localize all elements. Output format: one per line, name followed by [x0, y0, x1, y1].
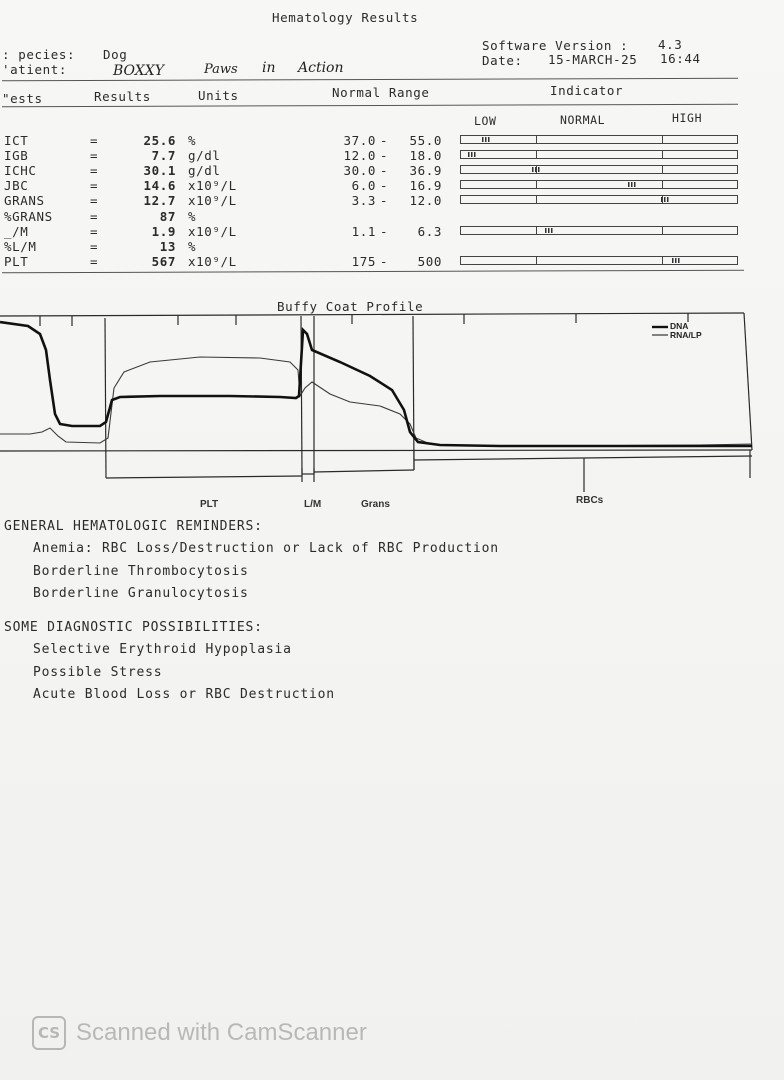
indicator-high-label: HIGH	[672, 111, 703, 125]
col-indicator: Indicator	[550, 83, 624, 98]
range-low: 6.0	[351, 178, 376, 193]
indicator-divider	[662, 256, 663, 265]
table-row	[4, 193, 744, 207]
indicator-marker	[482, 137, 491, 142]
result-value: 87	[159, 209, 176, 224]
range-high: 12.0	[409, 193, 442, 208]
result-value: 12.7	[143, 193, 176, 208]
diagnostic-item-3: Acute Blood Loss or RBC Destruction	[33, 687, 335, 702]
test-name: ICT	[4, 133, 29, 148]
range-low: 37.0	[343, 133, 376, 148]
indicator-divider	[536, 180, 537, 189]
patient-name-part-1: BOXXY	[113, 63, 164, 79]
reminder-item-2: Borderline Thrombocytosis	[33, 564, 249, 579]
table-row	[4, 178, 744, 192]
range-high: 500	[417, 254, 442, 269]
test-name: %L/M	[4, 239, 37, 254]
indicator-bar	[460, 165, 738, 174]
range-low: 3.3	[351, 193, 376, 208]
dna-curve	[0, 322, 752, 446]
col-tests: "ests	[2, 91, 43, 106]
equals-sign: =	[90, 133, 99, 148]
buffy-coat-plot	[0, 310, 760, 510]
equals-sign: =	[90, 239, 99, 254]
unit-value: x10⁹/L	[188, 224, 237, 239]
legend-swatches	[652, 327, 668, 335]
test-name: GRANS	[4, 193, 45, 208]
indicator-normal-label: NORMAL	[560, 113, 606, 127]
equals-sign: =	[90, 163, 99, 178]
result-value: 7.7	[151, 148, 176, 163]
indicator-divider	[536, 195, 537, 204]
indicator-bar	[460, 150, 738, 159]
indicator-divider	[662, 165, 663, 174]
table-row	[4, 224, 744, 238]
software-version-value: 4.3	[658, 37, 683, 52]
range-high: 55.0	[409, 133, 442, 148]
table-row	[4, 148, 744, 162]
legend-dna: DNA	[670, 321, 689, 331]
table-row	[4, 133, 744, 147]
plot-frame	[0, 313, 752, 451]
indicator-bar	[460, 135, 738, 144]
range-dash: -	[380, 193, 389, 208]
range-low: 1.1	[351, 224, 376, 239]
range-low: 30.0	[343, 163, 376, 178]
unit-value: g/dl	[188, 148, 221, 163]
diagnostic-item-1: Selective Erythroid Hypoplasia	[33, 642, 292, 657]
equals-sign: =	[90, 178, 99, 193]
col-normal-range: Normal Range	[332, 85, 430, 100]
col-units: Units	[198, 88, 239, 103]
test-name: %GRANS	[4, 209, 53, 224]
indicator-divider	[662, 150, 663, 159]
patient-label: 'atient:	[2, 62, 68, 77]
equals-sign: =	[90, 209, 99, 224]
reminder-item-3: Borderline Granulocytosis	[33, 586, 249, 601]
range-high: 18.0	[409, 148, 442, 163]
table-row	[4, 254, 744, 268]
indicator-marker	[628, 182, 637, 187]
indicator-marker	[532, 167, 541, 172]
unit-value: %	[188, 133, 197, 148]
result-value: 25.6	[143, 133, 176, 148]
range-dash: -	[380, 163, 389, 178]
indicator-low-label: LOW	[474, 114, 497, 128]
range-dash: -	[380, 224, 389, 239]
column-header-rule	[2, 104, 738, 108]
result-value: 567	[151, 254, 176, 269]
range-low: 12.0	[343, 148, 376, 163]
time-value: 16:44	[660, 51, 701, 66]
unit-value: g/dl	[188, 163, 221, 178]
table-row	[4, 209, 744, 223]
range-dash: -	[380, 133, 389, 148]
unit-value: x10⁹/L	[188, 178, 237, 193]
indicator-divider	[536, 150, 537, 159]
zone-label-rbcs: RBCs	[576, 495, 604, 506]
legend-rna-lp: RNA/LP	[670, 330, 702, 340]
species-label: : pecies:	[2, 47, 76, 62]
unit-value: x10⁹/L	[188, 193, 237, 208]
indicator-divider	[536, 226, 537, 235]
camscanner-logo-icon: CS	[32, 1016, 66, 1050]
reminder-item-1: Anemia: RBC Loss/Destruction or Lack of RBC Production	[33, 541, 499, 556]
indicator-marker	[672, 258, 681, 263]
range-high: 16.9	[409, 178, 442, 193]
col-results: Results	[94, 89, 151, 104]
result-value: 14.6	[143, 178, 176, 193]
patient-name-part-3: in	[262, 60, 276, 76]
equals-sign: =	[90, 224, 99, 239]
table-row	[4, 239, 744, 253]
indicator-divider	[662, 180, 663, 189]
range-dash: -	[380, 148, 389, 163]
indicator-divider	[662, 135, 663, 144]
indicator-marker	[545, 228, 554, 233]
range-high: 6.3	[417, 224, 442, 239]
range-high: 36.9	[409, 163, 442, 178]
diagnostics-heading: SOME DIAGNOSTIC POSSIBILITIES:	[4, 620, 263, 635]
test-name: JBC	[4, 178, 29, 193]
result-value: 13	[159, 239, 176, 254]
species-value: Dog	[103, 47, 128, 62]
indicator-bar	[460, 226, 738, 235]
diagnostic-item-2: Possible Stress	[33, 665, 163, 680]
table-bottom-rule	[2, 270, 744, 274]
indicator-bar	[460, 256, 738, 265]
indicator-bar	[460, 195, 738, 204]
range-dash: -	[380, 254, 389, 269]
test-name: ICHC	[4, 163, 37, 178]
unit-value: %	[188, 209, 197, 224]
result-value: 30.1	[143, 163, 176, 178]
range-low: 175	[351, 254, 376, 269]
unit-value: x10⁹/L	[188, 254, 237, 269]
buffy-coat-title: Buffy Coat Profile	[277, 299, 424, 314]
zone-label-lm: L/M	[304, 499, 322, 510]
date-label: Date:	[482, 53, 523, 68]
result-value: 1.9	[151, 224, 176, 239]
indicator-marker	[661, 197, 670, 202]
equals-sign: =	[90, 254, 99, 269]
patient-name-part-2: Paws	[204, 62, 238, 77]
indicator-marker	[468, 152, 477, 157]
range-dash: -	[380, 178, 389, 193]
indicator-bar	[460, 180, 738, 189]
date-value: 15-MARCH-25	[548, 52, 638, 67]
table-row	[4, 163, 744, 177]
equals-sign: =	[90, 148, 99, 163]
zone-label-grans: Grans	[361, 499, 390, 510]
reminders-heading: GENERAL HEMATOLOGIC REMINDERS:	[4, 519, 263, 534]
zone-label-plt: PLT	[200, 499, 219, 510]
indicator-divider	[662, 226, 663, 235]
test-name: PLT	[4, 254, 29, 269]
indicator-divider	[536, 135, 537, 144]
bottom-scale	[106, 450, 752, 492]
test-name: IGB	[4, 148, 29, 163]
equals-sign: =	[90, 193, 99, 208]
patient-name-part-4: Action	[298, 60, 344, 76]
camscanner-text: Scanned with CamScanner	[76, 1019, 367, 1046]
report-title: Hematology Results	[272, 10, 419, 25]
camscanner-watermark	[32, 1016, 367, 1050]
software-version-label: Software Version :	[482, 38, 629, 53]
indicator-divider	[536, 256, 537, 265]
unit-value: %	[188, 239, 197, 254]
test-name: _/M	[4, 224, 29, 239]
